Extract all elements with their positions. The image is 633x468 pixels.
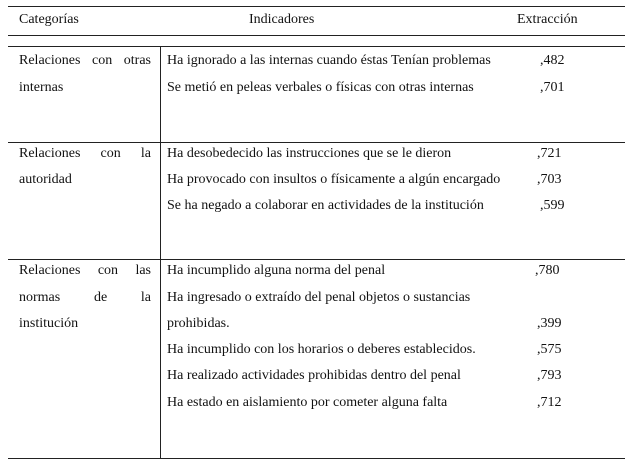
category-label: Relaciones con otras	[19, 53, 151, 68]
extraction-value: ,399	[537, 316, 562, 331]
extraction-value: ,780	[535, 263, 560, 278]
indicator-text: Ha incumplido con los horarios o deberes establecidos.	[167, 342, 476, 357]
header-rule	[8, 35, 625, 36]
extraction-value: ,701	[540, 80, 565, 95]
category-label: autoridad	[19, 172, 72, 187]
extraction-value: ,599	[540, 198, 565, 213]
top-rule	[8, 6, 625, 7]
bottom-rule	[8, 458, 625, 459]
header-categorias: Categorías	[19, 12, 79, 27]
group-1-rule	[8, 46, 625, 47]
column-divider	[160, 142, 161, 259]
column-divider	[160, 259, 161, 458]
indicator-text: Ha ingresado o extraído del penal objetos o sustancias	[167, 290, 471, 305]
group-3-rule	[8, 259, 625, 260]
category-label: Relaciones con las	[19, 263, 151, 278]
extraction-value: ,575	[537, 342, 562, 357]
indicator-text: Se metió en peleas verbales o físicas con otras internas	[167, 80, 474, 95]
extraction-value: ,793	[537, 368, 562, 383]
category-label: Relaciones con la	[19, 146, 151, 161]
category-label: normas de la	[19, 290, 151, 305]
extraction-value: ,721	[537, 146, 562, 161]
indicator-text: Ha estado en aislamiento por cometer alguna falta	[167, 395, 448, 410]
extraction-value: ,703	[537, 172, 562, 187]
indicator-text: Ha desobedecido las instrucciones que se le dieron	[167, 146, 452, 161]
header-indicadores: Indicadores	[249, 12, 315, 27]
column-divider	[160, 46, 161, 142]
indicator-text: Se ha negado a colaborar en actividades de la institución	[167, 198, 484, 213]
header-extraccion: Extracción	[517, 12, 578, 27]
extraction-value: ,482	[540, 53, 565, 68]
extraction-value: ,712	[537, 395, 562, 410]
indicator-text: Ha provocado con insultos o físicamente a algún encargado	[167, 172, 501, 187]
category-label: internas	[19, 80, 64, 95]
indicator-text: prohibidas.	[167, 316, 230, 331]
indicator-text: Ha ignorado a las internas cuando éstas Tenían problemas	[167, 53, 491, 68]
indicator-text: Ha incumplido alguna norma del penal	[167, 263, 386, 278]
indicator-text: Ha realizado actividades prohibidas dentro del penal	[167, 368, 461, 383]
group-2-rule	[8, 142, 625, 143]
category-label: institución	[19, 316, 79, 331]
